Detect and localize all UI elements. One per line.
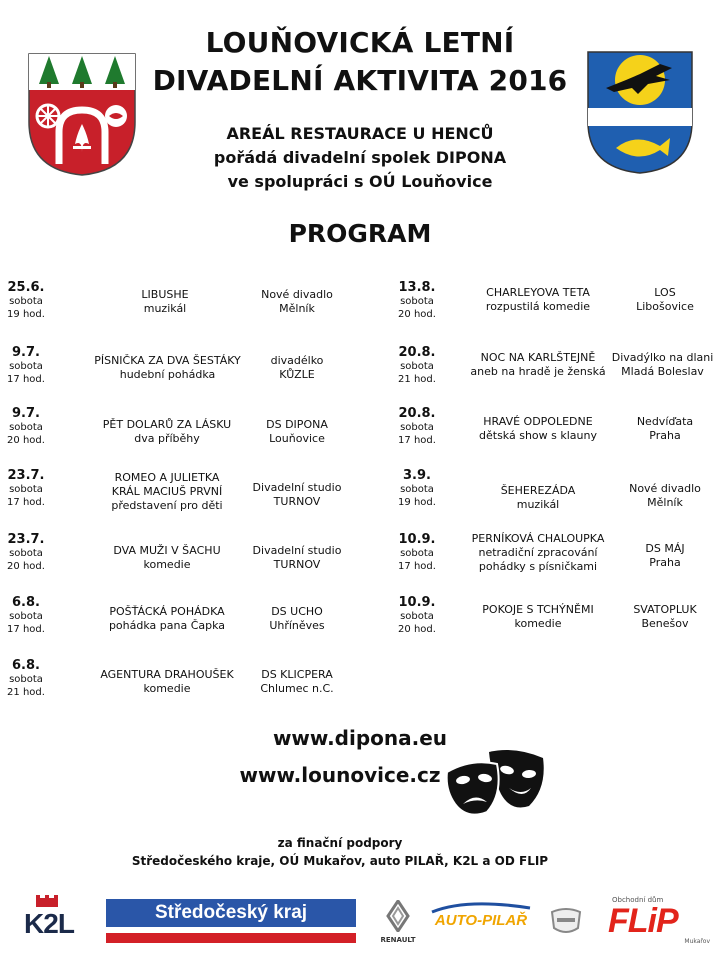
event-ensemble: divadélko KŮZLE [270,354,324,381]
event-date: 13.8. sobota 20 hod. [398,280,436,320]
event-item [2,468,362,520]
event-date: 25.6. sobota 19 hod. [7,280,45,320]
flip-logo-text: FLiP [608,902,678,940]
event-title: PĚT DOLARŮ ZA LÁSKU dva příběhy [102,418,232,445]
lounovice-coat-of-arms [27,52,137,177]
event-item [2,595,362,643]
event-title: HRAVÉ ODPOLEDNE dětská show s klauny [479,415,597,442]
event-title: NOC NA KARLŠTEJNĚ aneb na hradě je ženská [470,351,606,378]
event-date: 23.7. sobota 20 hod. [7,532,45,572]
dacia-logo [548,906,584,936]
flip-small-text-2: Mukařov [684,938,710,945]
event-date: 6.8. sobota 17 hod. [7,595,45,635]
event-ensemble: DS DIPONA Louňovice [266,418,328,445]
event-ensemble: SVATOPLUK Benešov [633,603,697,630]
event-ensemble: Divadelní studio TURNOV [252,544,342,571]
event-item [2,280,362,328]
od-flip-logo [608,896,712,948]
event-title: POKOJE S TCHÝNĚMI komedie [482,603,594,630]
event-ensemble: Nové divadlo Mělník [261,288,333,315]
event-item [393,345,718,393]
k2l-logo-text: K2L [24,908,74,939]
title-line-2: DIVADELNÍ AKTIVITA 2016 [152,64,568,97]
event-item [393,280,718,328]
title-line-1: LOUŇOVICKÁ LETNÍ [205,26,515,59]
event-date: 10.9. sobota 17 hod. [398,532,436,572]
event-date: 20.8. sobota 17 hod. [398,406,436,446]
event-ensemble: Nové divadlo Mělník [629,482,701,509]
event-title: LIBUSHE muzikál [141,288,189,315]
event-title: DVA MUŽI V ŠACHU komedie [113,544,221,571]
auto-pilar-logo-text: AUTO-PILAŘ [434,912,528,929]
event-ensemble: Divadelní studio TURNOV [252,481,342,508]
event-ensemble: LOS Libošovice [636,286,694,313]
event-date: 20.8. sobota 21 hod. [398,345,436,385]
mukarov-coat-of-arms [586,50,694,175]
poster-subtitle [140,122,580,194]
event-title: ROMEO A JULIETKA KRÁL MACIUŠ PRVNÍ představení pro děti [111,471,223,512]
event-title: PÍSNIČKA ZA DVA ŠESTÁKY hudební pohádka [94,354,241,381]
support-text [110,834,570,870]
event-title: ŠEHEREZÁDA muzikál [500,484,576,511]
venue: AREÁL RESTAURACE U HENCŮ [226,124,494,143]
theatre-masks-icon [445,748,550,818]
flip-small-text: Obchodní dům [612,896,664,904]
event-item [393,532,718,582]
event-title: AGENTURA DRAHOUŠEK komedie [100,668,234,695]
poster-title [130,24,590,100]
event-title: PERNÍKOVÁ CHALOUPKA netradiční zpracování pohádky s písničkami [471,532,605,573]
program-heading: PROGRAM [288,219,432,248]
stredocesky-kraj-logo [106,899,356,945]
auto-pilar-logo [426,900,536,944]
event-ensemble: DS UCHO Uhříněves [269,605,325,632]
event-item [393,595,718,643]
event-ensemble: DS KLICPERA Chlumec n.C. [260,668,334,695]
event-ensemble: Divadýlko na dlani Mladá Boleslav [611,351,714,378]
event-item [2,658,362,706]
event-item [2,345,362,393]
support-line-2: Středočeského kraje, OÚ Mukařov, auto PILAŘ, K2L a OD FLIP [131,854,549,868]
event-date: 23.7. sobota 17 hod. [7,468,45,508]
event-item [393,468,718,516]
renault-logo [376,900,420,946]
lounovice-website-link[interactable]: www.lounovice.cz [239,763,441,787]
cooperation: ve spolupráci s OÚ Louňovice [227,172,493,191]
event-ensemble: DS MÁJ Praha [645,542,685,569]
event-item [393,406,718,454]
event-date: 3.9. sobota 19 hod. [398,468,436,508]
event-item [2,406,362,454]
k2l-logo [14,894,84,944]
event-title: POŠŤÁCKÁ POHÁDKA pohádka pana Čapka [108,605,226,632]
dipona-website-link[interactable]: www.dipona.eu [272,726,448,750]
event-date: 9.7. sobota 20 hod. [7,406,45,446]
event-date: 10.9. sobota 20 hod. [398,595,436,635]
support-line-1: za finační podpory [277,836,403,850]
renault-logo-text: RENAULT [380,936,416,944]
kraj-logo-text: Středočeský kraj [154,902,308,923]
organizer: pořádá divadelní spolek DIPONA [213,148,507,167]
event-ensemble: Nedvíďata Praha [636,415,694,442]
event-title: CHARLEYOVA TETA rozpustilá komedie [485,286,591,313]
event-date: 6.8. sobota 21 hod. [7,658,45,698]
event-date: 9.7. sobota 17 hod. [7,345,45,385]
event-item [2,532,362,580]
